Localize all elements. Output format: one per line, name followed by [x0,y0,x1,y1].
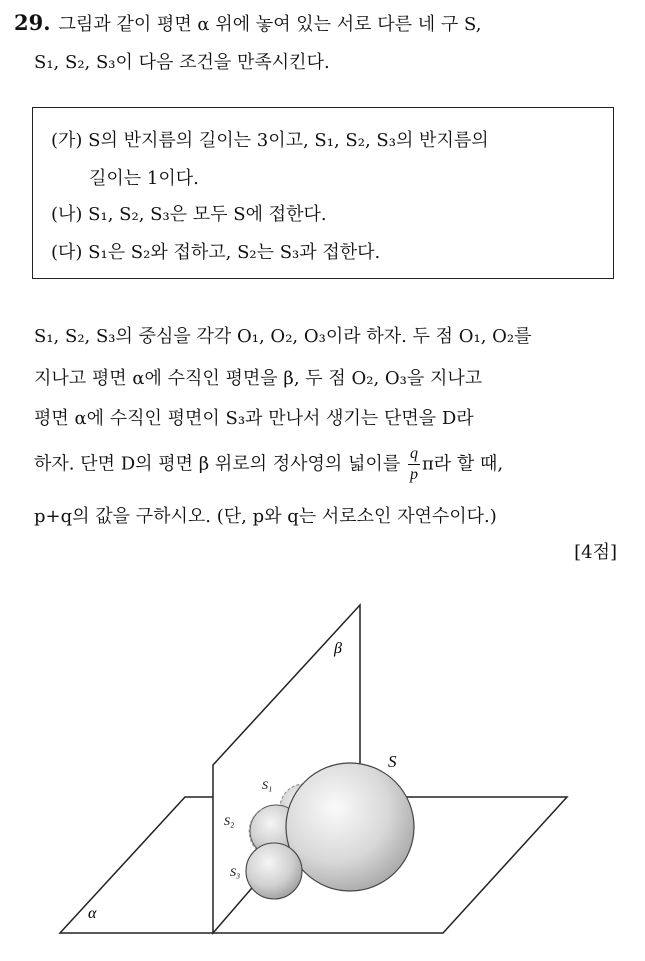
body-line5: p+q의 값을 구하시오. (단, p와 q는 서로소인 자연수이다.) [34,506,497,527]
points-label: [4점] [574,542,617,563]
intro-text-1: 그림과 같이 평면 α 위에 놓여 있는 서로 다른 네 구 S, [58,14,482,35]
label-s1: S₁ [262,778,273,792]
body-line4-after: π라 할 때, [421,453,504,475]
condition-na: (나) S₁, S₂, S₃은 모두 S에 접한다. [51,204,327,225]
label-s2: S₂ [224,814,235,828]
body-line4 [34,446,503,483]
condition-box [32,107,614,279]
label-s3: S₃ [230,865,241,879]
condition-ga-line2: 길이는 1이다. [89,168,199,189]
body-line1: S₁, S₂, S₃의 중심을 각각 O₁, O₂, O₃이라 하자. 두 점 O₁, O₂를 [34,326,532,347]
fraction-denominator: p [409,466,418,483]
sphere-s3 [246,843,302,899]
sphere-s [286,763,414,891]
label-s: S [388,752,397,771]
condition-da: (다) S₁은 S₂와 접하고, S₂는 S₃과 접한다. [51,242,381,263]
label-beta: β [334,640,342,657]
body-line4-before: 하자. 단면 D의 평면 β 위로의 정사영의 넓이를 [34,453,401,475]
question-intro-line2: S₁, S₂, S₃이 다음 조건을 만족시킨다. [34,52,330,73]
question-intro-line1 [14,10,481,36]
label-alpha: α [88,905,97,922]
question-number: 29. [14,10,51,35]
body-line3: 평면 α에 수직인 평면이 S₃과 만나서 생기는 단면을 D라 [34,408,474,429]
body-line2: 지나고 평면 α에 수직인 평면을 β, 두 점 O₂, O₃을 지나고 [34,368,483,389]
fraction-numerator: q [408,446,420,465]
fraction-q-over-p [408,446,420,483]
condition-ga-line1: (가) S의 반지름의 길이는 3이고, S₁, S₂, S₃의 반지름의 [51,130,489,151]
geometry-figure [0,595,645,961]
